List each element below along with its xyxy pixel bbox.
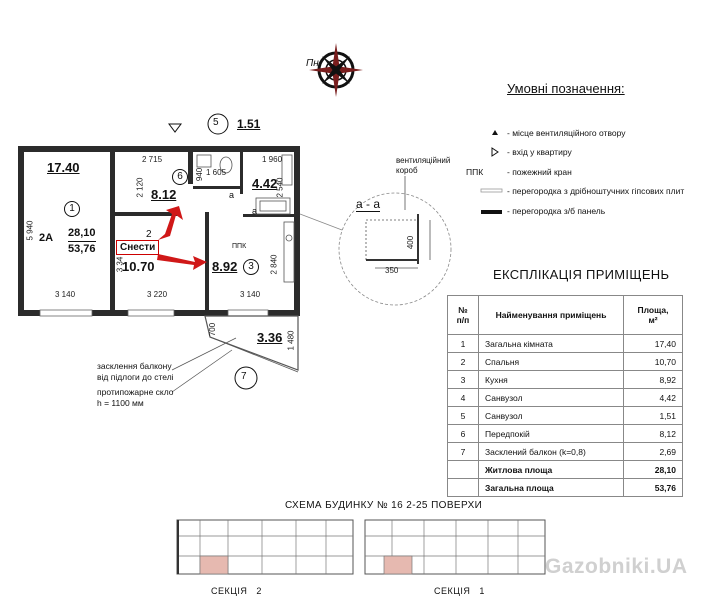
vent-box-detail <box>366 176 430 268</box>
fire-hydrant-label: ППК <box>232 243 247 250</box>
apartment-total-area: 53,76 <box>68 243 96 255</box>
col-num-line: № <box>458 305 468 315</box>
cell-name: Передпокій <box>479 425 624 443</box>
explication-table <box>447 295 683 497</box>
cell-area: 53,76 <box>624 479 683 497</box>
cell-name: Кухня <box>479 371 624 389</box>
table-row <box>448 335 683 353</box>
cell-name: Санвузол <box>479 407 624 425</box>
room1-area: 17.40 <box>47 160 80 175</box>
legend-item-gypsum-partition: - перегородка з дрібноштучних гіпсових плит <box>507 186 685 196</box>
room6-number: 6 <box>172 169 188 185</box>
dim-2715: 2 715 <box>142 155 163 164</box>
balcony-note-line: засклення балкону <box>97 361 172 371</box>
explication-title: ЕКСПЛІКАЦІЯ ПРИМІЩЕНЬ <box>493 267 670 282</box>
table-row <box>448 425 683 443</box>
legend-item-vent: - місце вентиляційного отвору <box>507 128 626 138</box>
scheme-title: СХЕМА БУДИНКУ № 16 2-25 ПОВЕРХИ <box>285 500 483 511</box>
cell-name: Житлова площа <box>479 461 624 479</box>
table-row <box>448 443 683 461</box>
note-leader <box>172 350 232 392</box>
north-label: Пн <box>306 58 319 69</box>
dim-5940: 5 940 <box>25 220 35 241</box>
cell-num: 2 <box>448 353 479 371</box>
dim-3140-left: 3 140 <box>55 290 76 299</box>
room3-area: 8.92 <box>212 259 238 274</box>
section-number: 1 <box>479 586 485 596</box>
col-name-header: Найменування приміщень <box>479 296 624 335</box>
vent-caption-line: вентиляційний <box>396 156 451 165</box>
cell-num: 4 <box>448 389 479 407</box>
room2-area: 10.70 <box>122 259 155 274</box>
cell-name: Засклений балкон (k=0,8) <box>479 443 624 461</box>
section-mark-a: а <box>252 206 258 216</box>
col-area-line: Площа, <box>637 305 669 315</box>
section-word: СЕКЦІЯ <box>434 586 471 596</box>
table-row <box>448 407 683 425</box>
dim-2840: 2 840 <box>269 254 279 275</box>
glass-note-line: протипожарне скло <box>97 387 174 397</box>
col-area-line: м² <box>648 315 658 325</box>
dim-1605: 1 605 <box>206 168 227 177</box>
cell-name: Санвузол <box>479 389 624 407</box>
col-num-header <box>448 296 479 335</box>
dim-3220: 3 220 <box>147 290 168 299</box>
explication-header-row <box>448 296 683 335</box>
demolish-tag: Снести <box>116 240 159 255</box>
dim-1960: 1 960 <box>262 155 283 164</box>
table-row <box>448 371 683 389</box>
legend-symbol-ppk: ППК <box>466 167 484 177</box>
balcony-note-line: від підлоги до стелі <box>97 372 174 382</box>
room1-number: 1 <box>64 201 80 217</box>
cell-area: 8,12 <box>624 425 683 443</box>
cell-area: 1,51 <box>624 407 683 425</box>
cell-name: Спальня <box>479 353 624 371</box>
building-scheme <box>177 520 545 574</box>
watermark: Gazobniki.UA <box>545 555 688 578</box>
fireproof-glass-note <box>97 387 174 409</box>
cell-area: 17,40 <box>624 335 683 353</box>
dim-700: 700 <box>208 322 218 337</box>
room6-area: 8.12 <box>151 187 177 202</box>
legend-symbols <box>481 130 502 214</box>
cell-area: 10,70 <box>624 353 683 371</box>
cell-empty <box>448 479 479 497</box>
section-mark-a: а <box>229 190 235 200</box>
room3-number: 3 <box>243 259 259 275</box>
section-2-label <box>211 586 262 596</box>
detail-dim-400: 400 <box>406 235 416 250</box>
room2-number: 2 <box>146 229 152 240</box>
cell-area: 2,69 <box>624 443 683 461</box>
total-row-living <box>448 461 683 479</box>
room4-area: 4.42 <box>252 176 278 191</box>
cell-name: Загальна площа <box>479 479 624 497</box>
dim-2540: 2 540 <box>275 177 285 198</box>
cell-num: 6 <box>448 425 479 443</box>
windows <box>40 310 268 316</box>
legend-item-entrance: - вхід у квартиру <box>507 147 572 157</box>
dim-1480: 1 480 <box>286 330 296 351</box>
balcony <box>205 316 298 372</box>
dim-334: 3 34 <box>115 256 125 273</box>
apartment-type: 2A <box>39 232 54 244</box>
entrance-icon <box>169 124 181 132</box>
legend-item-hydrant: - пожежний кран <box>507 167 572 177</box>
legend-item-concrete-panel: - перегородка з/б панель <box>507 206 606 216</box>
compass-icon <box>309 43 363 97</box>
cell-area: 4,42 <box>624 389 683 407</box>
table-row <box>448 389 683 407</box>
legend-title: Умовні позначення: <box>507 81 625 96</box>
detail-leader-line <box>300 214 342 230</box>
cell-num: 5 <box>448 407 479 425</box>
section-number: 2 <box>256 586 262 596</box>
cell-area: 8,92 <box>624 371 683 389</box>
section-1-label <box>434 586 485 596</box>
cell-name: Загальна кімната <box>479 335 624 353</box>
total-row-overall <box>448 479 683 497</box>
highlighted-apartment-section-1 <box>384 556 412 574</box>
dim-940: 940 <box>195 167 205 182</box>
room5-number: 5 <box>213 117 219 128</box>
col-num-line: п/п <box>456 315 470 325</box>
vent-caption-line: короб <box>396 166 418 175</box>
balcony-glazing-note <box>97 361 174 383</box>
room5-area: 1.51 <box>237 117 261 131</box>
cell-num: 7 <box>448 443 479 461</box>
section-word: СЕКЦІЯ <box>211 586 248 596</box>
cell-num: 1 <box>448 335 479 353</box>
cell-area: 28,10 <box>624 461 683 479</box>
glass-note-line: h = 1100 мм <box>97 398 144 408</box>
cell-empty <box>448 461 479 479</box>
table-row <box>448 353 683 371</box>
room7-number: 7 <box>241 371 247 382</box>
col-area-header <box>624 296 683 335</box>
apartment-areas <box>68 226 96 257</box>
highlighted-apartment-section-2 <box>200 556 228 574</box>
vent-box-caption <box>396 156 450 176</box>
dim-3140-right: 3 140 <box>240 290 261 299</box>
detail-dim-350: 350 <box>385 266 399 275</box>
room7-area: 3.36 <box>257 330 283 345</box>
dim-2120: 2 120 <box>135 177 145 198</box>
section-label: а - а <box>356 197 381 211</box>
apartment-living-area: 28,10 <box>68 226 96 242</box>
cell-num: 3 <box>448 371 479 389</box>
